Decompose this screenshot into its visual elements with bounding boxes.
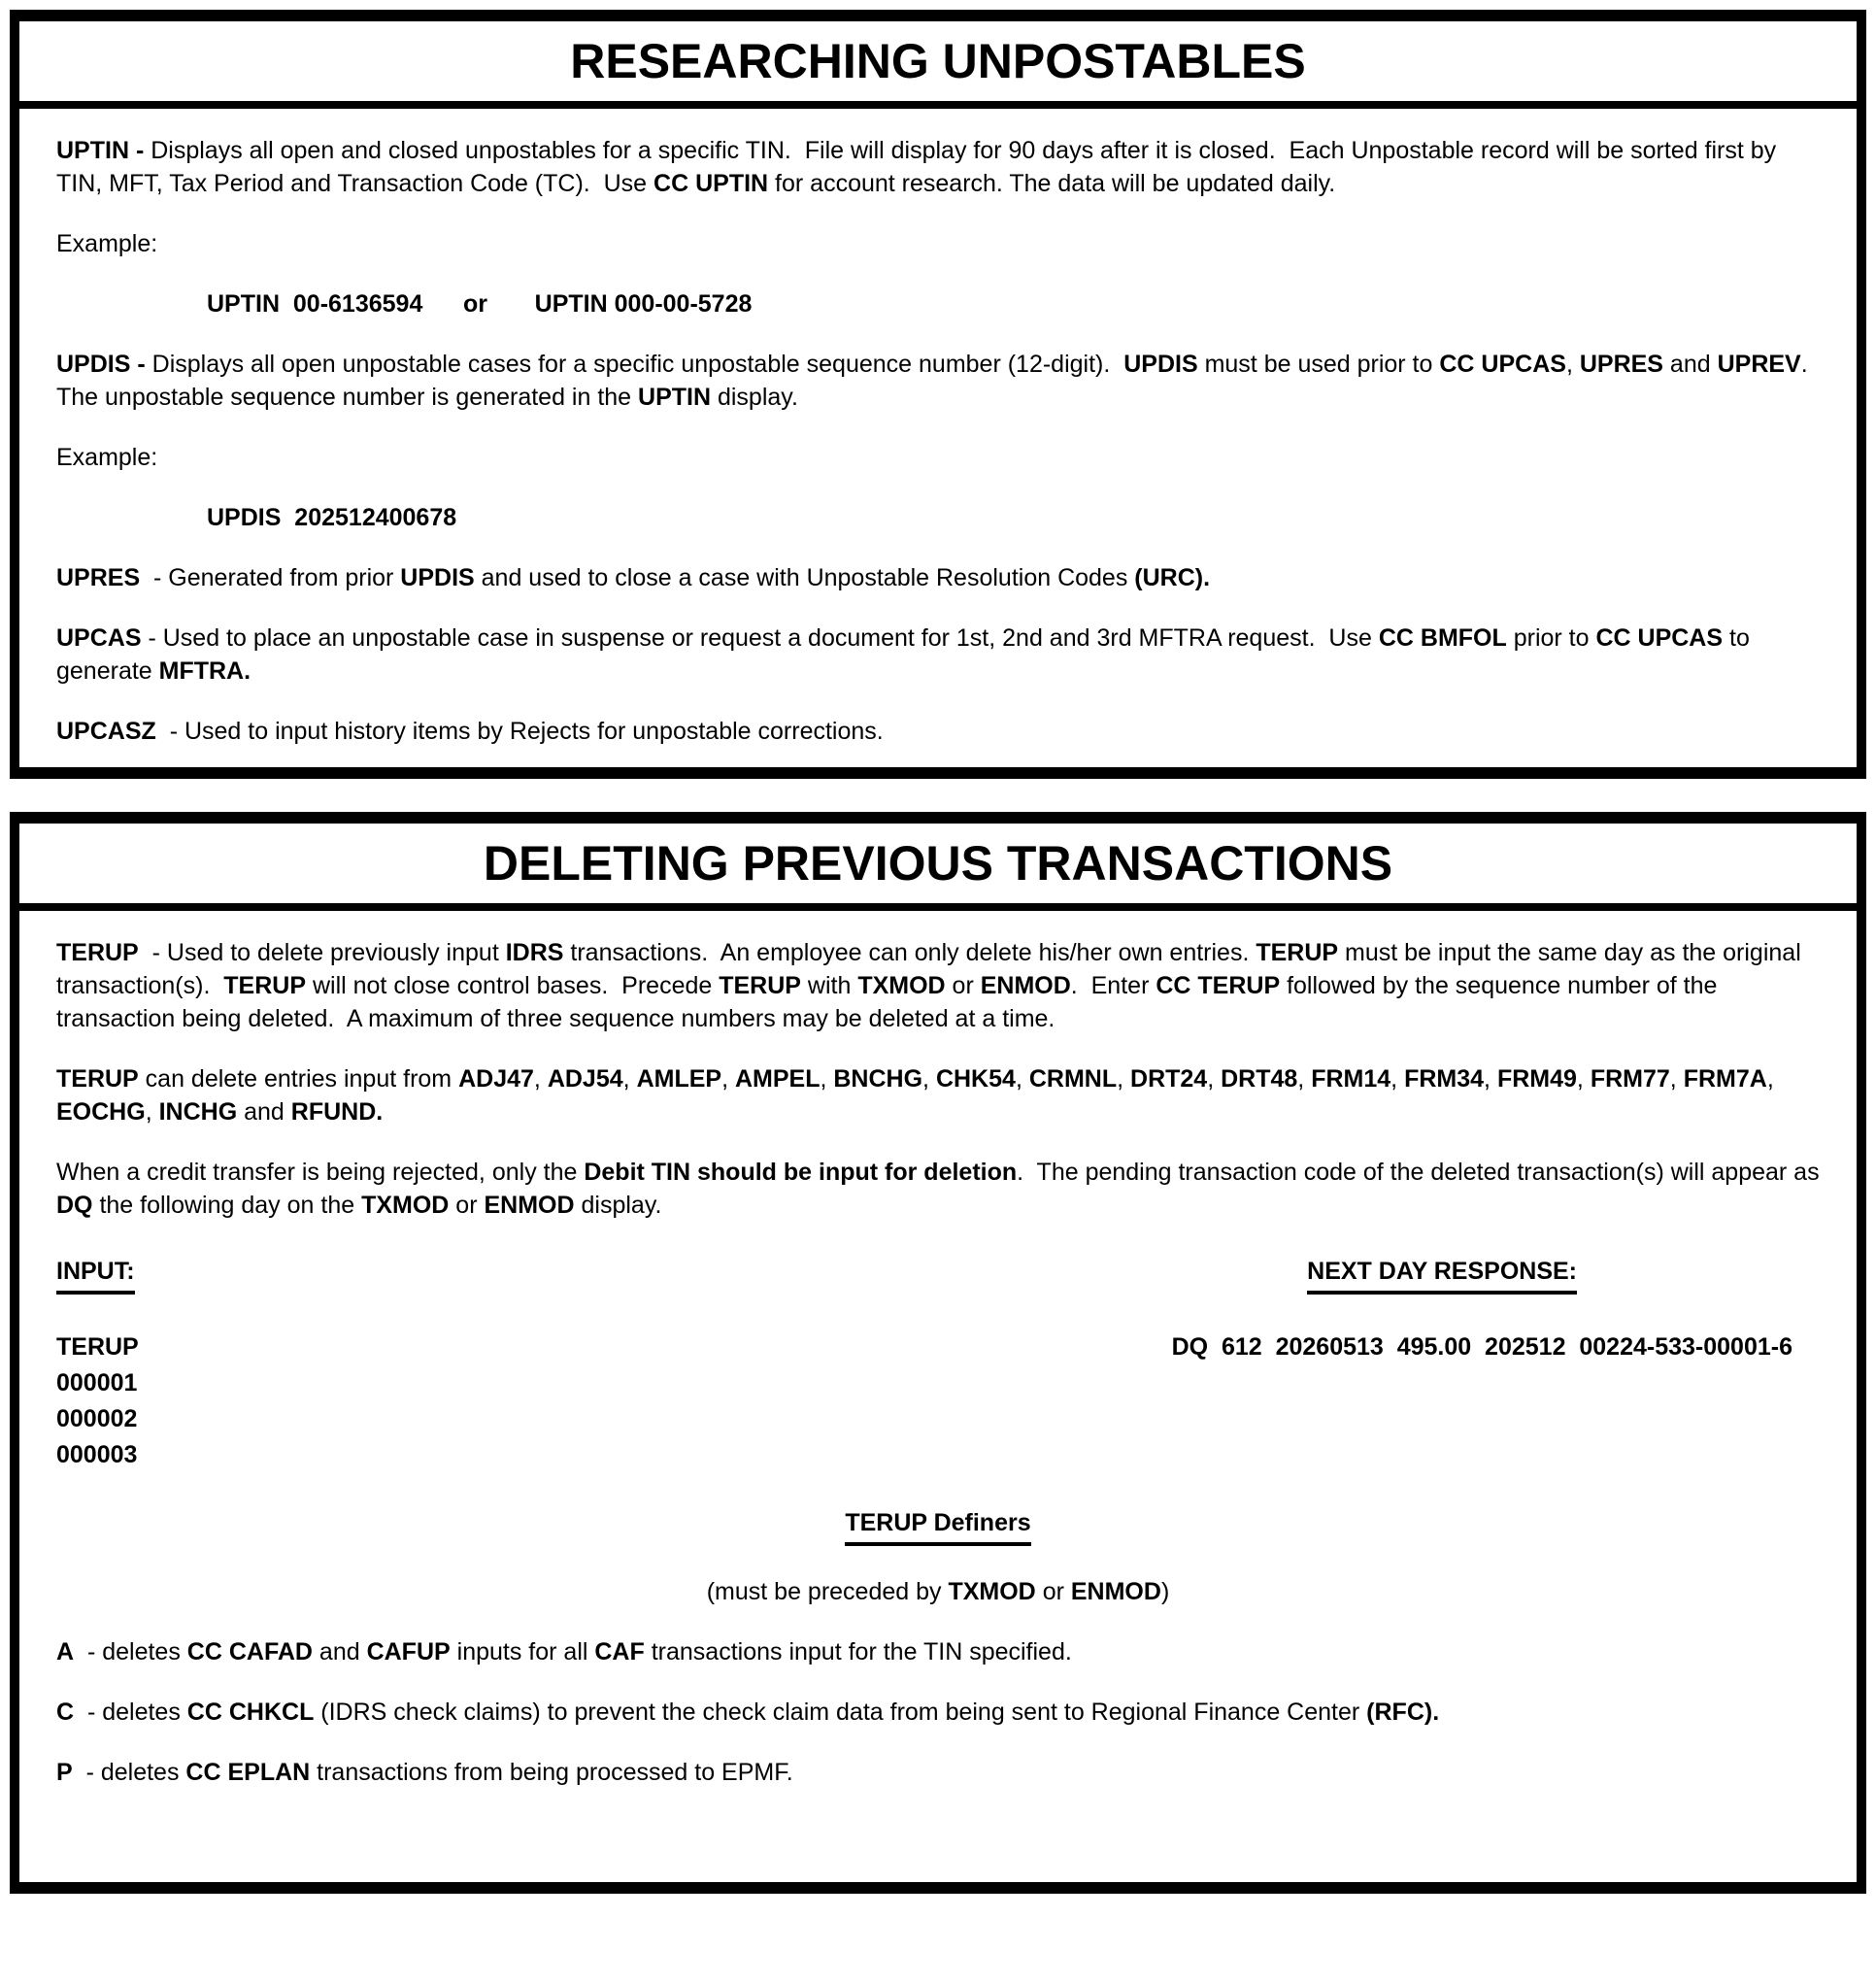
next-day-response-heading: NEXT DAY RESPONSE:	[1307, 1255, 1577, 1295]
terup-input-line-3: 000002	[56, 1405, 138, 1432]
upcas-description: UPCAS - Used to place an unpostable case in suspense or request a document for 1st, 2nd and 3rd MFTRA request. Use CC BMFOL prior to CC UPCAS to generate MFTRA.	[56, 624, 1757, 685]
updis-description: UPDIS - Displays all open unpostable cases for a specific unpostable sequence number (12-digit). UPDIS must be used prior to CC UPCAS, UPRES and UPREV. The unpostable sequence number is generated in the UPTIN display.	[56, 351, 1822, 411]
terup-input-line-4: 000003	[56, 1441, 138, 1468]
terup-description: TERUP - Used to delete previously input IDRS transactions. An employee can only delete his/her own entries. TERUP must be input the same day as the original transaction(s). TERUP will not close control bases. Precede TERUP with TXMOD or ENMOD. Enter CC TERUP followed by the sequence number of the transaction being deleted. A maximum of three sequence numbers may be deleted at a time.	[56, 939, 1808, 1032]
terup-definers-heading: TERUP Definers	[845, 1506, 1030, 1546]
definers-precede-note: (must be preceded by TXMOD or ENMOD)	[706, 1578, 1170, 1605]
definer-a-item: A - deletes CC CAFAD and CAFUP inputs for all CAF transactions input for the TIN specified.	[56, 1638, 1072, 1665]
credit-transfer-note: When a credit transfer is being rejected, only the Debit TIN should be input for deletion. The pending transaction code of the deleted transaction(s) will appear as DQ the following day on the TXMOD or ENMOD display.	[56, 1159, 1826, 1219]
terup-input-line-1: TERUP	[56, 1333, 139, 1361]
definer-c-item: C - deletes CC CHKCL (IDRS check claims) to prevent the check claim data from being sent to Regional Finance Center (RFC).	[56, 1699, 1440, 1726]
upcasz-description: UPCASZ - Used to input history items by Rejects for unpostable corrections.	[56, 718, 884, 745]
terup-codes-list: TERUP can delete entries input from ADJ47, ADJ54, AMLEP, AMPEL, BNCHG, CHK54, CRMNL, DRT24, DRT48, FRM14, FRM34, FRM49, FRM77, FRM7A, EOCHG, INCHG and RFUND.	[56, 1065, 1781, 1126]
terup-input-line-2: 000001	[56, 1369, 138, 1396]
uptin-example-line: UPTIN 00-6136594 or UPTIN 000-00-5728	[207, 290, 753, 318]
example-label-1: Example:	[56, 230, 158, 257]
section-2-body	[19, 911, 1857, 1882]
definer-p-item: P - deletes CC EPLAN transactions from being processed to EPMF.	[56, 1759, 793, 1786]
section-1-body	[19, 109, 1857, 767]
deleting-previous-transactions-section	[10, 812, 1866, 1894]
uptin-description: UPTIN - Displays all open and closed unpostables for a specific TIN. File will display for 90 days after it is closed. Each Unpostable record will be sorted first by TIN, MFT, Tax Period and Transaction Code (TC). Use CC UPTIN for account research. The data will be updated daily.	[56, 137, 1783, 197]
section-2-title: DELETING PREVIOUS TRANSACTIONS	[483, 836, 1393, 891]
next-day-response-line: DQ 612 20260513 495.00 202512 00224-533-00001-6	[1171, 1333, 1792, 1361]
updis-example-line: UPDIS 202512400678	[207, 504, 457, 531]
section-1-title: RESEARCHING UNPOSTABLES	[570, 34, 1306, 88]
input-response-row	[56, 1329, 1820, 1473]
input-heading: INPUT:	[56, 1255, 135, 1295]
terup-definers-heading-row	[56, 1506, 1820, 1546]
input-response-heading-row	[56, 1255, 1820, 1295]
researching-unpostables-section	[10, 10, 1866, 779]
section-1-header	[19, 21, 1857, 109]
terup-input-block	[56, 1329, 139, 1473]
upres-description: UPRES - Generated from prior UPDIS and used to close a case with Unpostable Resolution Codes (URC).	[56, 564, 1211, 591]
example-label-2: Example:	[56, 444, 158, 471]
section-2-header	[19, 824, 1857, 911]
